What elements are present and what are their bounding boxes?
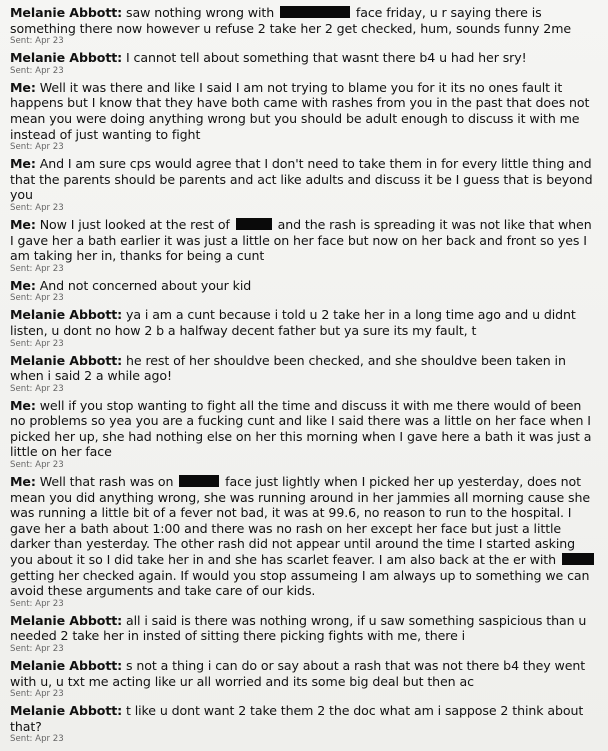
sent-timestamp: Sent: Apr 23 (10, 36, 64, 47)
sent-timestamp: Sent: Apr 23 (10, 598, 64, 609)
sent-timestamp: Sent: Apr 23 (10, 734, 64, 745)
sent-timestamp: Sent: Apr 23 (10, 202, 64, 213)
sender-name: Melanie Abbott: (10, 5, 123, 20)
message-text (10, 398, 598, 460)
sender-name: Melanie Abbott: (10, 50, 123, 66)
message-body: Well that rash was on (35, 474, 178, 490)
message (10, 278, 598, 304)
message-text (10, 217, 598, 264)
message (10, 613, 598, 654)
message-body: face just lightly when I picked her up yesterday, does not mean you did anything wrong, she was running around in her jammies all morning cause she was running a little bit of a fever not bad, it was at 99.6, no reason to run to the hospital. I gave her a bath about 1:00 and there was no rash on her except her face but just a little darker than yesterday. The other rash did not appear until around the time I started asking you about it so I did take her in and she has scarlet feaver. I am also back at the er with (10, 474, 591, 568)
sender-name: Me: (10, 79, 36, 95)
message-body: well if you stop wanting to fight all the time and discuss it with me there would of been no problems so yea you are a fucking cunt and like I said there was a little on her face when I picked her up, she had nothing else on her this morning when I gave here a bath it was just a little on her face (10, 397, 592, 460)
message-body: he rest of her shouldve been checked, and she shouldve been taken in when i said 2 a while ago! (10, 352, 566, 384)
message-text (10, 613, 598, 644)
message (10, 5, 598, 46)
sender-name: Melanie Abbott: (10, 703, 123, 719)
sender-name: Melanie Abbott: (10, 307, 123, 323)
message (10, 398, 598, 470)
message (10, 353, 598, 394)
message-body: s not a thing i can do or say about a rash that was not there b4 they went with u, u txt me acting like ur all worried and its some big deal but then ac (10, 658, 586, 689)
message-body: and the rash is spreading it was not like that when I gave her a bath earlier it was just a little on her face but now on her back and front so yes I am taking her in, thanks for being a cunt (10, 216, 592, 264)
sender-name: Me: (10, 474, 36, 490)
sender-name: Me: (10, 156, 36, 172)
message-body: And I am sure cps would agree that I don't need to take them in for every little thing and that the parents should be parents and act like adults and discuss it be I guess that is beyond you (10, 156, 593, 203)
message-text (10, 50, 598, 66)
sent-timestamp: Sent: Apr 23 (10, 689, 64, 700)
sender-name: Melanie Abbott: (10, 658, 123, 673)
redaction-block (280, 6, 350, 18)
message-text (10, 156, 598, 203)
message (10, 703, 598, 744)
sender-name: Me: (10, 397, 36, 413)
redaction-block (562, 553, 594, 565)
redaction-block (236, 218, 272, 230)
message-text (10, 307, 598, 338)
message-body: face friday, u r saying there is something there now however u refuse 2 take her 2 get checked, hum, sounds funny 2me (10, 5, 572, 36)
sent-timestamp: Sent: Apr 23 (10, 383, 64, 394)
sender-name: Me: (10, 216, 36, 232)
sender-name: Melanie Abbott: (10, 352, 123, 368)
message-body: Well it was there and like I said I am not trying to blame you for it its no ones fault it happens but I know that they have both came with rashes from you in the past that does not mean you were doing anything wrong but you should be adult enough to discuss it with me instead of just wanting to fight (10, 79, 590, 142)
message (10, 156, 598, 213)
message-text (10, 278, 598, 294)
redaction-block (179, 475, 219, 487)
message-text (10, 353, 598, 384)
sender-name: Me: (10, 277, 36, 293)
message (10, 658, 598, 699)
message (10, 217, 598, 274)
message (10, 80, 598, 152)
message-text (10, 5, 598, 36)
message-body: And not concerned about your kid (35, 277, 252, 293)
sent-timestamp: Sent: Apr 23 (10, 644, 64, 654)
message-text (10, 703, 598, 734)
message-body: Now I just looked at the rest of (35, 216, 234, 232)
message (10, 474, 598, 609)
sent-timestamp: Sent: Apr 23 (10, 142, 64, 153)
message-body: getting her checked again. If would you stop assumeing I am always up to something we can avoid these arguments and take care of our kids. (10, 567, 590, 599)
message-text (10, 80, 598, 142)
sent-timestamp: Sent: Apr 23 (10, 460, 64, 471)
sent-timestamp: Sent: Apr 23 (10, 263, 64, 274)
message-body: ya i am a cunt because i told u 2 take her in a long time ago and u didnt listen, u dont no how 2 b a halfway decent father but ya sure its my fault, t (10, 307, 576, 338)
message-text (10, 658, 598, 689)
message (10, 50, 598, 76)
message-text (10, 474, 598, 599)
sender-name: Melanie Abbott: (10, 612, 123, 628)
sent-timestamp: Sent: Apr 23 (10, 338, 64, 349)
message-body: saw nothing wrong with (122, 5, 278, 20)
message (10, 307, 598, 348)
sent-timestamp: Sent: Apr 23 (10, 293, 64, 304)
message-body: all i said is there was nothing wrong, if u saw something saspicious than u needed 2 take her in insted of sitting there picking fights with me, there i (10, 612, 587, 644)
message-body: I cannot tell about something that wasnt there b4 u had her sry! (122, 50, 527, 66)
message-body: t like u dont want 2 take them 2 the doc what am i sappose 2 think about that? (10, 703, 584, 734)
sent-timestamp: Sent: Apr 23 (10, 65, 64, 76)
